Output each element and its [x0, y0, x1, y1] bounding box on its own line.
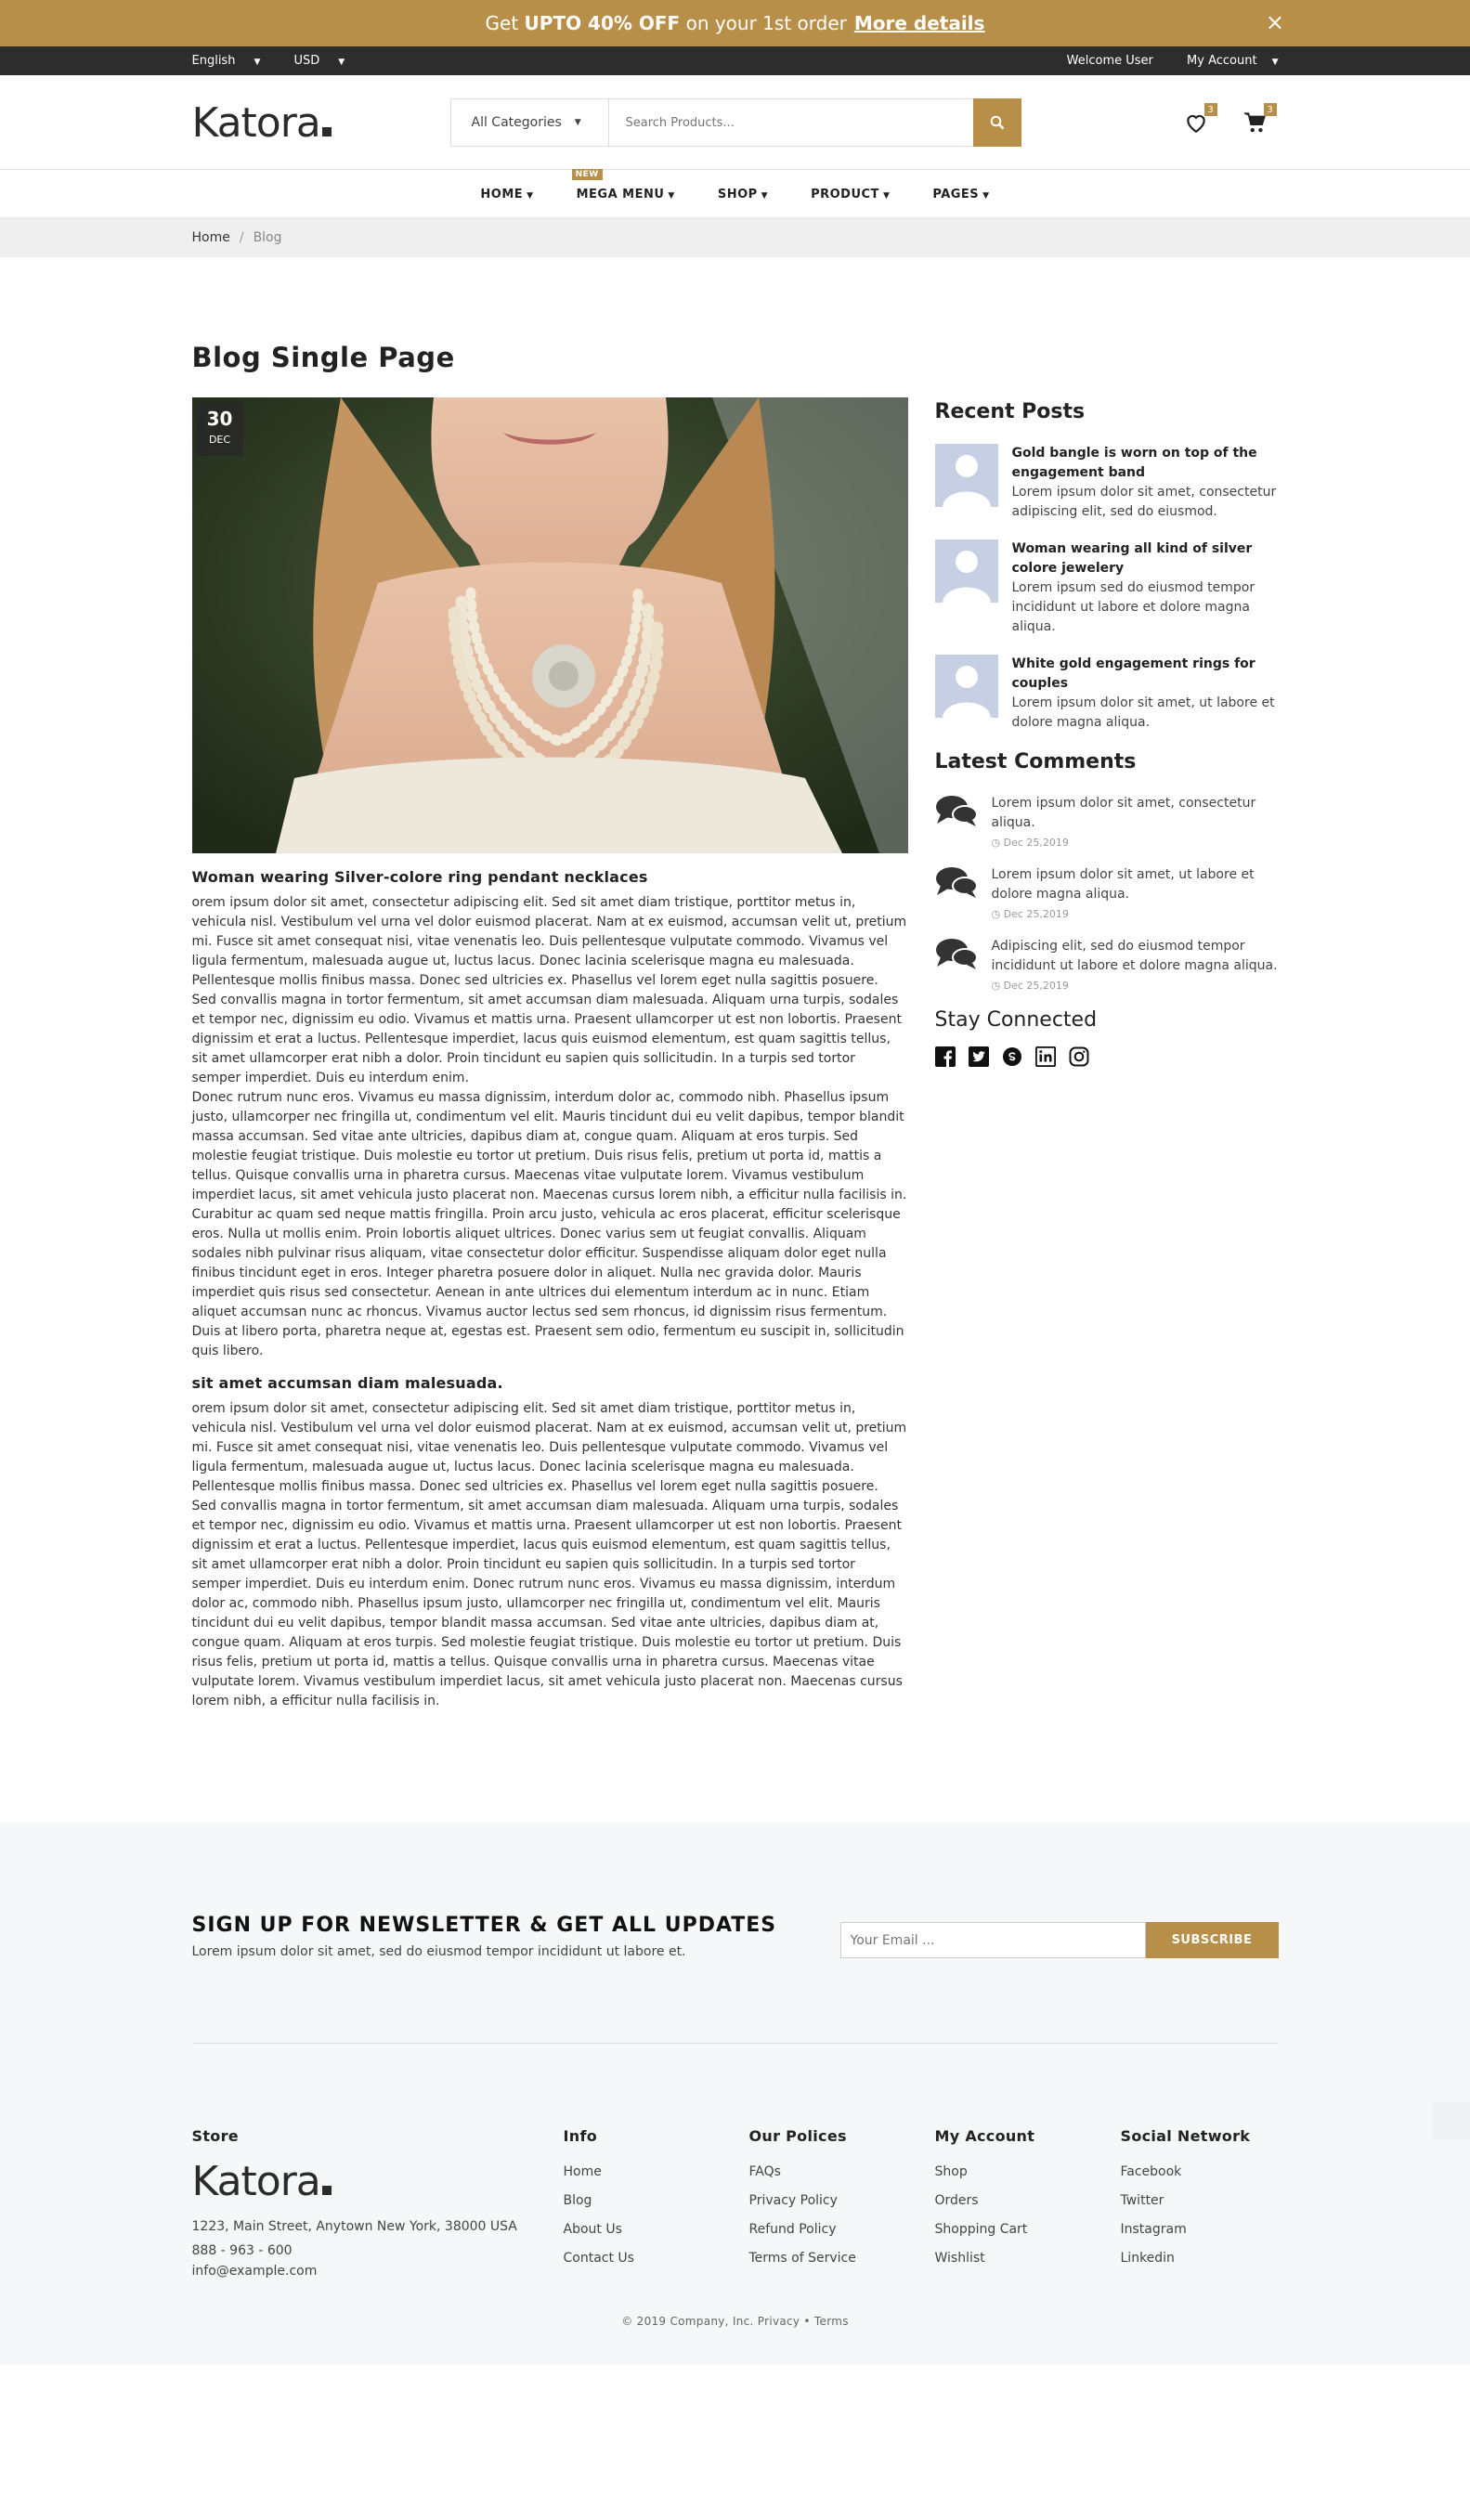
post-paragraph: Donec rutrum nunc eros. Vivamus eu massa dignissim, interdum dolor ac, commodo nibh. Phasellus ipsum justo, ullamcorper nec fringilla ut, condimentum vel elit. Mauris tincidunt dui eu velit dapibus, tempor blandit massa accumsan. Sed vitae ante ultricies, dapibus diam at, congue quam. Aliquam at eros turpis. Sed molestie feugiat tristique. Duis molestie eu tortor ut pretium. Duis risus felis, pretium ut porta id, mattis a tellus. Quisque convallis urna in pharetra cursus. Maecenas vitae vulputate lorem. Vivamus vestibulum imperdiet lacus, sit amet vehicula justo placerat non. Maecenas cursus lorem nibh, a efficitur nulla facilisis in. — [191, 1090, 907, 1202]
latest-comments-heading: Latest Comments — [934, 750, 1137, 773]
nav-label: SHOP — [717, 187, 758, 201]
footer-link[interactable]: Instagram — [1120, 2222, 1187, 2237]
comment-text: Lorem ipsum dolor sit amet, ut labore et dolore magna aliqua. — [991, 867, 1255, 902]
chevron-down-icon: ▼ — [574, 118, 581, 127]
post-paragraph: Curabitur ac quam sed neque mattis fringilla. Proin arcu justo, vehicula ac eros placerat, efficitur scelerisque eros. Nulla ut mollis enim. Proin lobortis aliquet ultrices. Donec varius sem ut feugiat convallis. Aliquam sodales nibh pulvinar risus aliquam, vitae consectetur dolor efficitur. Suspendisse aliquam dolor eget nulla finibus tincidunt eget in eros. Integer pharetra posuere dolor in aliquet. Nulla nec gravida dolor. Mauris imperdiet quis risus sed consectetur. Aenean in ante ultrices dui elementum interdum ac in nunc. Etiam aliquet accumsan nunc ac rhoncus. Vivamus auctor lectus sed sem rhoncus, id dignissim risus fermentum. Duis at libero porta, pharetra neque at, egestas est. Praesent sem odio, fermentum eu suscipit in, sollicitudin quis libero. — [191, 1207, 904, 1358]
footer-link[interactable]: Home — [563, 2164, 602, 2179]
recent-post[interactable] — [935, 539, 1279, 637]
recent-post-title[interactable]: Gold bangle is worn on top of the engagement band — [1011, 446, 1257, 480]
post-paragraph: Sed convallis magna in tortor fermentum, sit amet accumsan diam malesuada. Aliquam urna turpis, sodales et tempor nec, dignissim eu odio. Vivamus et mattis urna. Praesent ullamcorper ut est non lobortis. Praesent dignissim et erat a luctus. Pellentesque imperdiet, lacus quis euismod elementum, est quam sagittis tellus, sit amet ullamcorper erat nibh a dolor. Proin tincidunt eu sapien quis sollicitudin. In a turpis sed tortor semper imperdiet. Duis eu interdum enim. — [191, 993, 902, 1085]
nav-label: MEGA MENU — [576, 187, 665, 201]
footer-link[interactable]: Linkedin — [1120, 2251, 1175, 2266]
post-paragraph: orem ipsum dolor sit amet, consectetur adipiscing elit. Sed sit amet diam tristique, porttitor metus in, vehicula nisl. Vestibulum vel urna vel dolor euismod placerat. Nam at ex euismod, accumsan velit ut, pretium mi. Fusce sit amet consequat nisi, vitae venenatis leo. Duis pellentesque vulputate commodo. Vivamus vel ligula fermentum, malesuada augue ut, luctus lacus. Donec lacinia scelerisque magna eu malesuada. Pellentesque mollis finibus massa. Donec sed ultricies ex. Phasellus vel lorem eget nulla sagittis posuere. — [191, 1401, 907, 1494]
post-title: Woman wearing Silver-colore ring pendant necklaces — [191, 868, 648, 886]
linkedin-icon[interactable] — [1035, 1046, 1056, 1067]
clock-icon: ◷ — [991, 837, 1004, 849]
recent-post[interactable] — [935, 444, 1279, 522]
footer-link[interactable]: Blog — [563, 2193, 592, 2208]
account-label: My Account — [1187, 54, 1257, 68]
post-thumbnail — [935, 444, 998, 507]
recent-post[interactable] — [935, 655, 1279, 733]
scroll-to-top-button[interactable] — [1433, 2102, 1470, 2139]
nav-label: PRODUCT — [811, 187, 879, 201]
copyright: © 2019 Company, Inc. Privacy • Terms — [621, 2315, 849, 2328]
post-paragraph: Sed convallis magna in tortor fermentum, sit amet accumsan diam malesuada. Aliquam urna turpis, sodales et tempor nec, dignissim eu odio. Vivamus et mattis urna. Praesent ullamcorper ut est non lobortis. Praesent dignissim et erat a luctus. Pellentesque imperdiet, lacus quis euismod elementum, est quam sagittis tellus, sit amet ullamcorper erat nibh a dolor. Proin tincidunt eu sapien quis sollicitudin. In a turpis sed tortor semper imperdiet. Duis eu interdum enim. Donec rutrum nunc eros. Vivamus eu massa dignissim, interdum dolor ac, commodo nibh. Phasellus ipsum justo, ullamcorper nec fringilla ut, condimentum vel elit. Mauris tincidunt dui eu velit dapibus, tempor blandit massa accumsan. Sed vitae ante ultricies, dapibus diam at, congue quam. Aliquam at eros turpis. Sed molestie feugiat tristique. Duis molestie eu tortor ut pretium. Duis risus felis, pretium ut porta id, mattis a tellus. Quisque convallis urna in pharetra cursus. Maecenas vitae vulputate lorem. Vivamus vestibulum imperdiet lacus, sit amet vehicula justo placerat non. Maecenas cursus lorem nibh, a efficitur nulla facilisis in. — [191, 1499, 903, 1708]
promo-prefix: Get — [485, 12, 519, 34]
footer-info-heading: Info — [563, 2127, 597, 2145]
nav-label: PAGES — [932, 187, 980, 201]
logo-dot — [322, 2186, 332, 2195]
breadcrumb-home[interactable]: Home — [191, 230, 230, 245]
recent-post-title[interactable]: Woman wearing all kind of silver colore jewelery — [1011, 541, 1253, 576]
newsletter-text: Lorem ipsum dolor sit amet, sed do eiusmod tempor incididunt ut labore et. — [191, 1944, 686, 1959]
page-title: Blog Single Page — [191, 342, 455, 373]
nav-item-shop[interactable] — [718, 188, 768, 201]
clock-icon: ◷ — [991, 980, 1004, 992]
stay-connected-heading: Stay Connected — [934, 1008, 1098, 1032]
footer-social-heading: Social Network — [1120, 2127, 1251, 2145]
comment-date-text: Dec 25,2019 — [1003, 837, 1069, 849]
footer-social — [1121, 2127, 1279, 2281]
post-image — [192, 397, 908, 853]
footer-link[interactable]: Contact Us — [563, 2251, 634, 2266]
chevron-down-icon: ▼ — [254, 58, 261, 67]
footer — [0, 1823, 1470, 2365]
footer-info — [564, 2127, 749, 2281]
promo-more-link[interactable]: More details — [853, 12, 985, 34]
comment-item[interactable] — [935, 865, 1279, 920]
footer-store-heading: Store — [191, 2127, 239, 2145]
chevron-down-icon: ▼ — [338, 58, 345, 67]
footer-link[interactable]: FAQs — [748, 2164, 781, 2179]
recent-post-excerpt: Lorem ipsum dolor sit amet, consectetur adipiscing elit, sed do eiusmod. — [1011, 485, 1277, 519]
breadcrumb — [0, 218, 1470, 257]
comment-text: Lorem ipsum dolor sit amet, consectetur aliqua. — [991, 796, 1256, 830]
breadcrumb-separator: / — [239, 230, 244, 245]
post-date-badge — [197, 402, 243, 456]
nav-item-product[interactable] — [811, 188, 890, 201]
chevron-down-icon: ▼ — [882, 190, 891, 201]
chevron-down-icon: ▼ — [1271, 58, 1279, 67]
email-field[interactable] — [840, 1922, 1146, 1958]
promo-bar — [0, 0, 1470, 46]
logo-dot — [322, 127, 332, 136]
footer-link[interactable]: Privacy Policy — [748, 2193, 838, 2208]
language-select[interactable] — [192, 54, 276, 68]
breadcrumb-current: Blog — [253, 230, 282, 245]
post-image-graphic — [192, 397, 908, 853]
category-select[interactable] — [451, 99, 609, 146]
chevron-down-icon: ▼ — [761, 190, 769, 201]
post-body — [192, 893, 908, 1361]
cart-button[interactable] — [1243, 104, 1273, 135]
promo-suffix: on your 1st order — [685, 12, 847, 34]
post-thumbnail — [935, 539, 998, 603]
logo[interactable] — [192, 99, 450, 147]
top-bar — [0, 46, 1470, 75]
skype-icon[interactable] — [1002, 1046, 1022, 1067]
comments-icon — [935, 794, 978, 827]
nav-item-mega-menu[interactable] — [575, 169, 675, 201]
category-label: All Categories — [471, 115, 562, 130]
comments-icon — [935, 865, 978, 899]
comment-item[interactable] — [935, 794, 1279, 849]
footer-phone: 888 - 963 - 600 — [191, 2243, 293, 2258]
social-links — [935, 1046, 1279, 1067]
wishlist-button[interactable] — [1184, 104, 1214, 135]
account-menu[interactable] — [1172, 54, 1278, 68]
footer-columns — [192, 2044, 1279, 2300]
currency-label: USD — [293, 54, 320, 68]
main-nav — [0, 170, 1470, 218]
subscribe-button[interactable]: SUBSCRIBE — [1146, 1922, 1279, 1958]
footer-link[interactable]: About Us — [563, 2222, 622, 2237]
recent-post-excerpt: Lorem ipsum dolor sit amet, ut labore et dolore magna aliqua. — [1011, 695, 1275, 730]
post-subtitle: sit amet accumsan diam malesuada. — [191, 1374, 503, 1392]
close-icon[interactable]: × — [1265, 9, 1284, 35]
search-bar — [450, 98, 1021, 147]
welcome-text: Welcome User — [1066, 54, 1153, 68]
footer-link[interactable]: Twitter — [1120, 2193, 1164, 2208]
newsletter-title: SIGN UP FOR NEWSLETTER & GET ALL UPDATES — [191, 1914, 777, 1937]
recent-post-title[interactable]: White gold engagement rings for couples — [1011, 656, 1255, 691]
footer-link[interactable]: Terms of Service — [748, 2251, 856, 2266]
promo-highlight: UPTO 40% OFF — [524, 12, 681, 34]
header — [0, 75, 1470, 170]
footer-address: 1223, Main Street, Anytown New York, 38000 USA — [191, 2219, 517, 2234]
comment-item[interactable] — [935, 937, 1279, 992]
avatar-placeholder-icon — [935, 539, 998, 603]
language-label: English — [191, 54, 236, 68]
footer-store — [192, 2127, 564, 2281]
avatar-placeholder-icon — [935, 444, 998, 507]
currency-select[interactable] — [294, 54, 360, 68]
footer-link[interactable]: Shop — [934, 2164, 968, 2179]
footer-logo[interactable] — [192, 2158, 564, 2205]
nav-item-home[interactable] — [480, 188, 533, 201]
comment-date-text: Dec 25,2019 — [1003, 908, 1069, 920]
search-input[interactable] — [609, 99, 973, 146]
footer-logo-text: Katora — [191, 2158, 320, 2205]
footer-account-heading: My Account — [934, 2127, 1035, 2145]
blog-post — [192, 397, 908, 1711]
recent-post-excerpt: Lorem ipsum sed do eiusmod tempor incididunt ut labore et dolore magna aliqua. — [1011, 580, 1255, 634]
comment-date-text: Dec 25,2019 — [1003, 980, 1069, 992]
recent-posts-heading: Recent Posts — [934, 400, 1086, 423]
sidebar — [935, 397, 1279, 1711]
facebook-icon[interactable] — [935, 1046, 956, 1067]
nav-label: HOME — [480, 187, 524, 201]
footer-link[interactable]: Wishlist — [934, 2251, 985, 2266]
post-day: 30 — [206, 408, 233, 430]
search-icon — [990, 115, 1005, 130]
twitter-icon[interactable] — [969, 1046, 989, 1067]
post-paragraph: orem ipsum dolor sit amet, consectetur adipiscing elit. Sed sit amet diam tristique, porttitor metus in, vehicula nisl. Vestibulum vel urna vel dolor euismod placerat. Nam at ex euismod, accumsan velit ut, pretium mi. Fusce sit amet consequat nisi, vitae venenatis leo. Duis pellentesque vulputate commodo. Vivamus vel ligula fermentum, malesuada augue ut, luctus lacus. Donec lacinia scelerisque magna eu malesuada. Pellentesque mollis finibus massa. Donec sed ultricies ex. Phasellus vel lorem eget nulla sagittis posuere. — [191, 895, 907, 988]
footer-link[interactable]: Orders — [934, 2193, 979, 2208]
footer-link[interactable]: Refund Policy — [748, 2222, 837, 2237]
footer-email[interactable]: info@example.com — [191, 2264, 318, 2279]
comment-date — [992, 980, 1279, 992]
post-thumbnail — [935, 655, 998, 718]
logo-text: Katora — [191, 98, 320, 147]
comment-text: Adipiscing elit, sed do eiusmod tempor incididunt ut labore et dolore magna aliqua. — [991, 939, 1278, 973]
footer-link[interactable]: Shopping Cart — [934, 2222, 1028, 2237]
footer-link[interactable]: Facebook — [1120, 2164, 1182, 2179]
post-month: DEC — [208, 434, 231, 446]
nav-item-pages[interactable] — [932, 188, 989, 201]
newsletter-section — [192, 1914, 1279, 2044]
search-button[interactable] — [973, 98, 1021, 147]
chevron-down-icon: ▼ — [982, 190, 990, 201]
chevron-down-icon: ▼ — [527, 190, 534, 201]
new-badge: NEW — [572, 169, 603, 180]
clock-icon: ◷ — [991, 908, 1004, 920]
chevron-down-icon: ▼ — [668, 190, 675, 201]
footer-policies — [749, 2127, 935, 2281]
comment-date — [992, 837, 1279, 849]
footer-policies-heading: Our Polices — [748, 2127, 847, 2145]
newsletter-form — [840, 1922, 1279, 1958]
avatar-placeholder-icon — [935, 655, 998, 718]
instagram-icon[interactable] — [1069, 1046, 1089, 1067]
footer-account — [935, 2127, 1121, 2281]
comment-date — [992, 908, 1279, 920]
post-body-2 — [192, 1399, 908, 1711]
cart-count-badge: 3 — [1264, 103, 1277, 116]
comments-icon — [935, 937, 978, 970]
wishlist-count-badge: 3 — [1204, 103, 1217, 116]
